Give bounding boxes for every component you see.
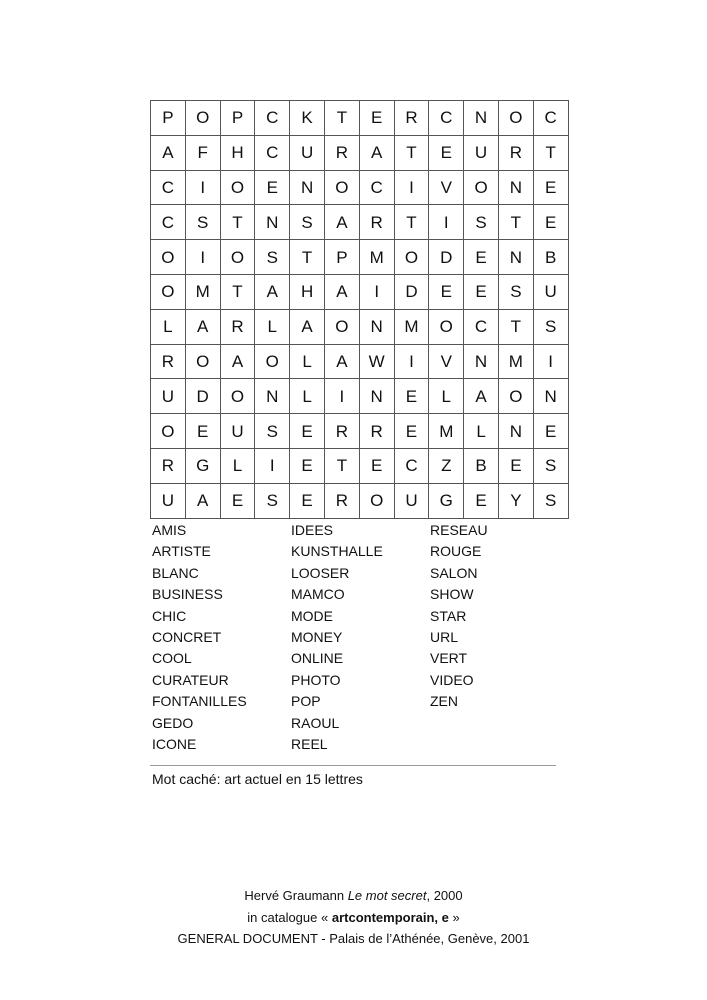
catalogue-title: artcontemporain, e	[331, 909, 449, 925]
grid-cell: A	[359, 135, 394, 170]
grid-cell: E	[359, 101, 394, 136]
grid-cell: E	[220, 483, 255, 518]
grid-cell: L	[151, 309, 186, 344]
grid-cell: C	[359, 170, 394, 205]
credit-line-3: GENERAL DOCUMENT - Palais de l’Athénée, Genève, 2001	[177, 931, 530, 946]
grid-cell: C	[255, 101, 290, 136]
grid-cell: G	[429, 483, 464, 518]
grid-cell: R	[324, 483, 359, 518]
word-item: VIDEO	[430, 671, 474, 688]
grid-cell: E	[290, 414, 325, 449]
grid-cell: P	[220, 101, 255, 136]
grid-cell: B	[533, 240, 568, 275]
grid-cell: O	[185, 101, 220, 136]
grid-cell: N	[498, 414, 533, 449]
grid-cell: U	[533, 274, 568, 309]
grid-cell: T	[220, 205, 255, 240]
grid-cell: L	[429, 379, 464, 414]
grid-cell: C	[394, 448, 429, 483]
word-item: ROUGE	[430, 543, 482, 560]
grid-cell: E	[290, 483, 325, 518]
grid-cell: Y	[498, 483, 533, 518]
credit-line-1	[0, 885, 707, 907]
grid-cell: V	[429, 344, 464, 379]
word-item: URL	[430, 628, 459, 645]
grid-cell: O	[324, 170, 359, 205]
grid-cell: N	[533, 379, 568, 414]
grid-cell: U	[151, 483, 186, 518]
word-item: SHOW	[430, 586, 474, 603]
grid-cell: C	[255, 135, 290, 170]
grid-row	[151, 170, 569, 205]
grid-cell: N	[255, 379, 290, 414]
grid-cell: O	[151, 240, 186, 275]
grid-cell: C	[429, 101, 464, 136]
word-item: PHOTO	[291, 671, 341, 688]
grid-cell: S	[255, 483, 290, 518]
grid-row	[151, 101, 569, 136]
word-item: REEL	[291, 735, 328, 752]
grid-cell: L	[290, 379, 325, 414]
word-item: MAMCO	[291, 586, 345, 603]
grid-cell: U	[290, 135, 325, 170]
grid-cell: C	[151, 205, 186, 240]
grid-row	[151, 344, 569, 379]
grid-row	[151, 309, 569, 344]
grid-cell: I	[324, 379, 359, 414]
grid-row	[151, 205, 569, 240]
grid-cell: S	[290, 205, 325, 240]
grid-cell: T	[324, 101, 359, 136]
grid-cell: O	[220, 170, 255, 205]
grid-cell: S	[464, 205, 499, 240]
grid-cell: T	[533, 135, 568, 170]
grid-cell: L	[464, 414, 499, 449]
divider	[150, 765, 556, 766]
grid-cell: L	[290, 344, 325, 379]
grid-cell: F	[185, 135, 220, 170]
grid-cell: W	[359, 344, 394, 379]
grid-cell: E	[255, 170, 290, 205]
grid-cell: O	[464, 170, 499, 205]
grid-cell: Z	[429, 448, 464, 483]
grid-cell: O	[498, 379, 533, 414]
work-year: , 2000	[426, 888, 463, 903]
work-title: Le mot secret	[347, 888, 427, 903]
word-item: BUSINESS	[152, 586, 223, 603]
grid-cell: E	[359, 448, 394, 483]
grid-cell: A	[185, 483, 220, 518]
grid-cell: G	[185, 448, 220, 483]
grid-cell: A	[255, 274, 290, 309]
grid-cell: E	[394, 379, 429, 414]
word-item: RAOUL	[291, 714, 340, 731]
grid-cell: I	[185, 170, 220, 205]
word-item: MODE	[291, 607, 333, 624]
grid-cell: A	[290, 309, 325, 344]
grid-cell: E	[464, 274, 499, 309]
word-list	[152, 520, 569, 755]
grid-cell: T	[498, 205, 533, 240]
grid-cell: S	[498, 274, 533, 309]
word-item: BLANC	[152, 564, 199, 581]
grid-cell: N	[359, 379, 394, 414]
word-item: VERT	[430, 650, 468, 667]
grid-cell: O	[324, 309, 359, 344]
grid-cell: E	[464, 240, 499, 275]
grid-cell: E	[429, 135, 464, 170]
grid-cell: R	[394, 101, 429, 136]
grid-cell: D	[185, 379, 220, 414]
grid-cell: U	[151, 379, 186, 414]
grid-row	[151, 135, 569, 170]
grid-cell: R	[151, 344, 186, 379]
grid-cell: E	[290, 448, 325, 483]
word-search-grid	[150, 100, 569, 519]
word-item: AMIS	[152, 522, 187, 538]
grid-cell: M	[498, 344, 533, 379]
word-column	[430, 520, 569, 755]
grid-cell: D	[394, 274, 429, 309]
grid-cell: M	[394, 309, 429, 344]
grid-cell: C	[533, 101, 568, 136]
grid-cell: O	[429, 309, 464, 344]
grid-cell: I	[185, 240, 220, 275]
grid-cell: E	[533, 170, 568, 205]
grid-cell: I	[394, 170, 429, 205]
grid-cell: O	[255, 344, 290, 379]
grid-cell: U	[220, 414, 255, 449]
word-item: CONCRET	[152, 628, 222, 645]
grid-cell: T	[290, 240, 325, 275]
grid-cell: T	[220, 274, 255, 309]
grid-cell: E	[498, 448, 533, 483]
grid-cell: U	[464, 135, 499, 170]
author-name: Hervé Graumann	[244, 888, 348, 903]
word-item: LOOSER	[291, 564, 350, 581]
grid-cell: E	[394, 414, 429, 449]
word-item: FONTANILLES	[152, 693, 247, 710]
grid-row	[151, 379, 569, 414]
grid-cell: M	[185, 274, 220, 309]
grid-cell: C	[464, 309, 499, 344]
grid-cell: E	[533, 205, 568, 240]
grid-cell: E	[533, 414, 568, 449]
credits	[0, 885, 707, 950]
grid-cell: I	[533, 344, 568, 379]
grid-cell: N	[290, 170, 325, 205]
grid-cell: H	[290, 274, 325, 309]
word-item: RESEAU	[430, 522, 488, 538]
word-item: CURATEUR	[152, 671, 229, 688]
word-item: CHIC	[152, 607, 187, 624]
grid-cell: N	[464, 101, 499, 136]
grid-cell: E	[464, 483, 499, 518]
grid-cell: B	[464, 448, 499, 483]
grid-cell: A	[324, 274, 359, 309]
grid-cell: A	[324, 344, 359, 379]
grid-cell: N	[498, 170, 533, 205]
grid-row	[151, 240, 569, 275]
word-item: SALON	[430, 564, 478, 581]
word-item: ONLINE	[291, 650, 344, 667]
grid-cell: S	[533, 448, 568, 483]
word-item: ARTISTE	[152, 543, 211, 560]
word-column	[291, 520, 430, 755]
word-item: KUNSTHALLE	[291, 543, 383, 560]
grid-cell: I	[429, 205, 464, 240]
grid-cell: N	[464, 344, 499, 379]
grid-row	[151, 483, 569, 518]
grid-cell: A	[185, 309, 220, 344]
word-item: ZEN	[430, 693, 458, 710]
grid-cell: S	[533, 483, 568, 518]
credit-line-2: in catalogue « artcontemporain, e »	[247, 909, 460, 925]
grid-cell: S	[255, 414, 290, 449]
word-item: IDEES	[291, 522, 334, 538]
grid-cell: L	[220, 448, 255, 483]
hidden-word-clue: Mot caché: art actuel en 15 lettres	[152, 771, 363, 787]
grid-cell: I	[394, 344, 429, 379]
grid-cell: R	[324, 414, 359, 449]
word-item: ICONE	[152, 735, 197, 752]
word-item: MONEY	[291, 628, 343, 645]
grid-cell: S	[533, 309, 568, 344]
grid-cell: M	[429, 414, 464, 449]
grid-cell: O	[220, 379, 255, 414]
grid-cell: E	[185, 414, 220, 449]
grid-row	[151, 274, 569, 309]
word-item: GEDO	[152, 714, 194, 731]
grid-cell: A	[464, 379, 499, 414]
word-item: COOL	[152, 650, 192, 667]
grid-cell: C	[151, 170, 186, 205]
grid-cell: D	[429, 240, 464, 275]
grid-cell: I	[255, 448, 290, 483]
word-item: STAR	[430, 607, 467, 624]
grid-cell: R	[498, 135, 533, 170]
grid-cell: N	[498, 240, 533, 275]
word-column	[152, 520, 291, 755]
grid-cell: T	[394, 135, 429, 170]
grid-cell: O	[498, 101, 533, 136]
grid-cell: S	[185, 205, 220, 240]
grid-cell: P	[151, 101, 186, 136]
grid-cell: A	[220, 344, 255, 379]
word-item: POP	[291, 693, 321, 710]
grid-cell: N	[359, 309, 394, 344]
grid-cell: R	[359, 414, 394, 449]
grid-cell: O	[151, 414, 186, 449]
grid-cell: K	[290, 101, 325, 136]
grid-cell: T	[324, 448, 359, 483]
grid-cell: T	[498, 309, 533, 344]
grid-cell: O	[359, 483, 394, 518]
grid-cell: A	[324, 205, 359, 240]
grid-row	[151, 448, 569, 483]
grid-cell: O	[151, 274, 186, 309]
grid-cell: A	[151, 135, 186, 170]
grid-cell: L	[255, 309, 290, 344]
grid-cell: H	[220, 135, 255, 170]
grid-cell: V	[429, 170, 464, 205]
grid-cell: P	[324, 240, 359, 275]
grid-cell: O	[185, 344, 220, 379]
grid-cell: O	[220, 240, 255, 275]
grid-cell: R	[324, 135, 359, 170]
grid-cell: S	[255, 240, 290, 275]
grid-row	[151, 414, 569, 449]
grid-cell: R	[220, 309, 255, 344]
grid-cell: R	[151, 448, 186, 483]
grid-cell: T	[394, 205, 429, 240]
grid-cell: U	[394, 483, 429, 518]
grid-cell: O	[394, 240, 429, 275]
grid-cell: N	[255, 205, 290, 240]
grid-cell: M	[359, 240, 394, 275]
grid-cell: E	[429, 274, 464, 309]
grid-cell: I	[359, 274, 394, 309]
grid-cell: R	[359, 205, 394, 240]
